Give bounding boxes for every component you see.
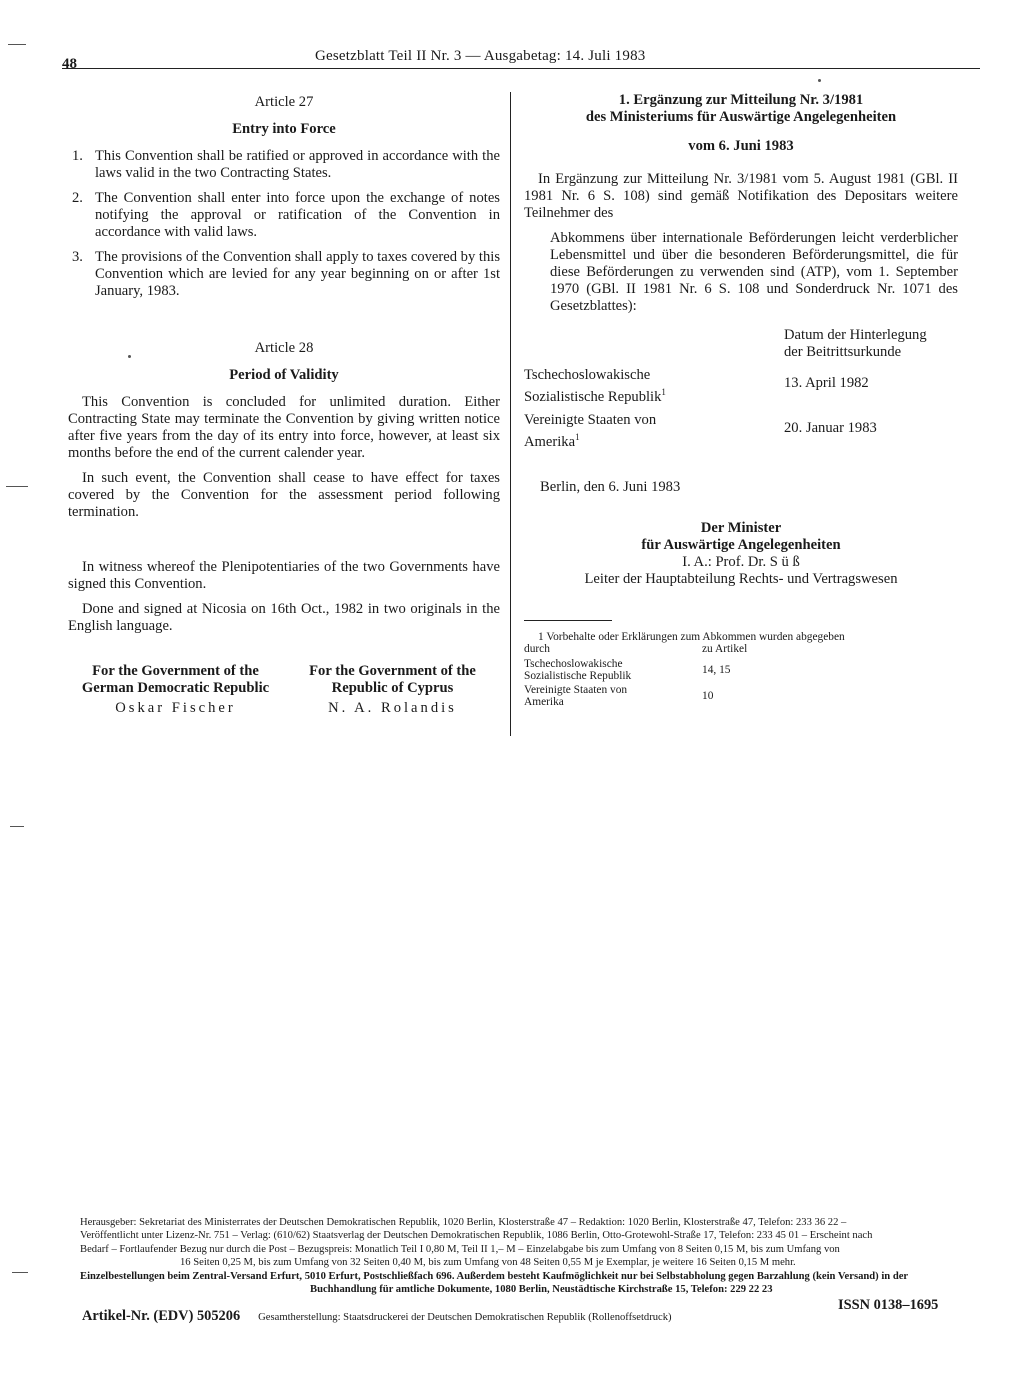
page-number: 48: [62, 56, 77, 72]
signature-gdr: [68, 663, 283, 717]
footnote-rule: [524, 620, 612, 621]
notice-title: des Ministeriums für Auswärtige Angelegenheiten: [585, 109, 897, 125]
state-name: [524, 412, 784, 451]
notice-title: 1. Ergänzung zur Mitteilung Nr. 3/1981: [618, 92, 864, 108]
footnote-col-label: durch: [524, 642, 550, 655]
article-27-list: [68, 148, 500, 300]
scan-speck: [818, 79, 821, 82]
table-row: [524, 684, 958, 708]
state-line: Tschechoslowakische: [524, 367, 651, 383]
footnote-state: Tschechoslowakische: [524, 657, 623, 670]
header-rule: [62, 68, 980, 69]
right-column: [524, 92, 958, 708]
article-28-paragraph-1: This Convention is concluded for unlimited duration. Either Contracting State may terminate the Convention by giving written notice after five years from the day of its entry into force, however, at least six months before the end of the current calender year.: [68, 394, 500, 461]
minister-title: für Auswärtige Angelegenheiten: [641, 536, 841, 553]
signature-government: Republic of Cyprus: [331, 680, 454, 696]
bottom-line: [82, 1308, 972, 1325]
scan-mark: [12, 1272, 28, 1273]
imprint-line: Herausgeber: Sekretariat des Ministerrates der Deutschen Demokratischen Republik, 1020 Berlin, Klosterstraße 47 – Redaktion: 1020 Berlin, Klosterstraße 47, Telefon: 233 36 22 –: [80, 1217, 847, 1228]
notice-date: vom 6. Juni 1983: [688, 138, 794, 154]
footnote-ref: 1: [575, 431, 580, 442]
list-item: [68, 249, 500, 300]
footnote-articles: 14, 15: [702, 663, 731, 676]
deposit-column-header: [784, 327, 958, 361]
place-date: Berlin, den 6. Juni 1983: [540, 478, 681, 495]
state-line: Sozialistische Republik: [524, 388, 662, 405]
imprint: [80, 1216, 972, 1296]
list-item: [68, 190, 500, 241]
column-divider: [510, 92, 511, 736]
signatory-name: Oskar Fischer: [115, 700, 236, 716]
imprint-line: Buchhandlung für amtliche Dokumente, 1080 Berlin, Neustädtische Kirchstraße 15, Telefon: 229 22 23: [310, 1284, 773, 1296]
witness-clause: In witness whereof the Plenipotentiaries of the two Governments have signed this Convention.: [68, 559, 500, 592]
running-header: Gesetzblatt Teil II Nr. 3 — Ausgabetag: 14. Juli 1983: [315, 48, 646, 64]
state-line: Vereinigte Staaten von: [524, 411, 657, 428]
signature-cyprus: [285, 663, 500, 717]
signatory-name: N. A. Rolandis: [328, 700, 457, 716]
imprint-line: Einzelbestellungen beim Zentral-Versand Erfurt, 5010 Erfurt, Postschließfach 696. Außerdem besteht Kaufmöglichkeit nur bei Selbstabholung gegen Barzahlung (kein Versand) in der: [80, 1270, 909, 1282]
scan-mark: [10, 826, 24, 827]
list-item: [68, 148, 500, 182]
footnote-col-label: zu Artikel: [702, 642, 748, 655]
imprint-line: 16 Seiten 0,25 M, bis zum Umfang von 32 Seiten 0,40 M, bis zum Umfang von 48 Seiten 0,55 M je Exemplar, je weitere 16 Seiten 0,15 M mehr.: [180, 1257, 796, 1269]
minister-signature: [524, 520, 958, 588]
done-clause: Done and signed at Nicosia on 16th Oct., 1982 in two originals in the English language.: [68, 601, 500, 634]
footnote: [524, 631, 958, 708]
footnote-articles: 10: [702, 689, 714, 702]
deposit-date: 13. April 1982: [784, 375, 869, 391]
deposit-header-line: der Beitrittsurkunde: [784, 344, 902, 360]
agreement-citation: Abkommens über internationale Beförderungen leicht verderblicher Lebensmittel und über die besonderen Beförderungsmittel, die für diese Beförderungen zu verwenden sind (ATP), vom 1. September 1970 (GBl. II 1981 Nr. 6 S. 108 und Sonderdruck Nr. 1071 des Gesetzblattes):: [550, 230, 958, 314]
table-row: [524, 658, 958, 682]
signatory-name: I. A.: Prof. Dr. S ü ß: [682, 553, 800, 570]
signature-blocks: [68, 663, 500, 717]
scan-speck: [128, 355, 131, 358]
footnote-ref: 1: [661, 387, 666, 397]
article-28-number: Article 28: [254, 340, 314, 356]
item-text: This Convention shall be ratified or approved in accordance with the laws valid in the two Contracting States.: [95, 148, 500, 181]
imprint-line: Veröffentlicht unter Lizenz-Nr. 751 – Verlag: (610/62) Staatsverlag der Deutschen Demokratischen Republik, 1086 Berlin, Otto-Grotewohl-Straße 17, Telefon: 233 45 01 – Erscheint nach: [80, 1230, 873, 1242]
printer-line: Gesamtherstellung: Staatsdruckerei der Deutschen Demokratischen Republik (Rollenoffsetdruck): [258, 1312, 672, 1323]
article-27-title: Entry into Force: [232, 121, 336, 137]
signatory-position: Leiter der Hauptabteilung Rechts- und Vertragswesen: [584, 570, 898, 587]
deposit-date: 20. Januar 1983: [784, 419, 877, 436]
deposit-header-line: Datum der Hinterlegung: [784, 327, 927, 343]
footnote-state: Sozialistische Republik: [524, 669, 632, 682]
item-number: 2.: [72, 190, 83, 206]
signature-government: German Democratic Republic: [81, 680, 270, 696]
scan-mark: [8, 44, 26, 45]
footnote-state: Vereinigte Staaten von: [524, 683, 628, 696]
notice-intro: In Ergänzung zur Mitteilung Nr. 3/1981 vom 5. August 1981 (GBl. II 1981 Nr. 6 S. 108) sind gemäß Notifikation des Depositars weitere Teilnehmer des: [524, 171, 958, 221]
item-number: 1.: [72, 148, 83, 164]
item-text: The Convention shall enter into force upon the exchange of notes notifying the approval or ratification of the Convention in accordance with valid laws.: [95, 190, 500, 240]
footnote-text: 1 Vorbehalte oder Erklärungen zum Abkommen wurden abgegeben: [538, 630, 845, 643]
minister-title: Der Minister: [700, 519, 782, 536]
state-name: [524, 367, 784, 406]
scan-mark: [6, 486, 28, 487]
article-number: Artikel-Nr. (EDV) 505206: [82, 1308, 241, 1324]
footnote-state: Amerika: [524, 695, 564, 708]
left-column: [68, 92, 500, 717]
item-number: 3.: [72, 249, 83, 265]
article-28-paragraph-2: In such event, the Convention shall cease to have effect for taxes covered by the Convention for the assessment period following termination.: [68, 470, 500, 520]
article-28-title: Period of Validity: [229, 367, 339, 383]
issn: ISSN 0138–1695: [838, 1297, 939, 1313]
article-27-number: Article 27: [254, 94, 314, 110]
item-text: The provisions of the Convention shall apply to taxes covered by this Convention which are levied for any year beginning on or after 1st January, 1983.: [95, 249, 500, 299]
signature-government: For the Government of the: [309, 663, 476, 679]
table-row: [524, 412, 958, 451]
state-line: Amerika: [524, 433, 576, 450]
signature-government: For the Government of the: [92, 663, 259, 679]
imprint-line: Bedarf – Fortlaufender Bezug nur durch die Post – Bezugspreis: Monatlich Teil I 0,80 M, Teil II 1,– M – Einzelabgabe bis zum Umfang von 8 Seiten 0,15 M, bis zum Umfang von: [80, 1243, 840, 1255]
table-row: [524, 367, 958, 406]
